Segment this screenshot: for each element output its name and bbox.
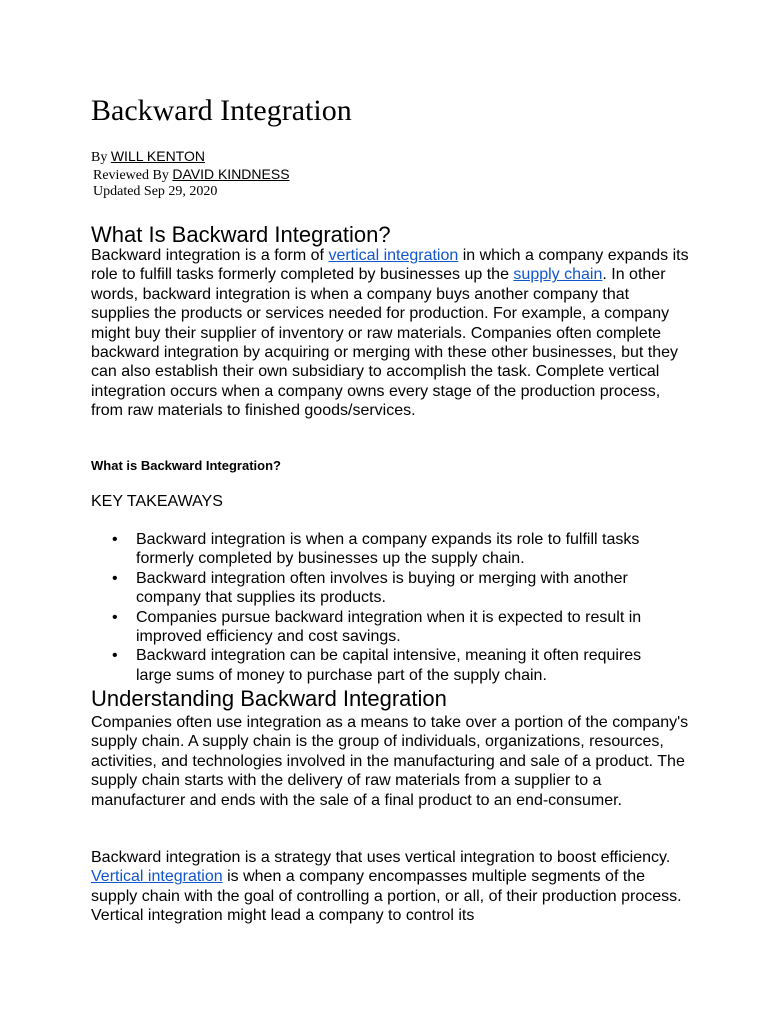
list-item: • Backward integration often involves is buying or merging with another company that supplies its products.: [91, 569, 671, 608]
intro-text-a: Backward integration is a form of: [91, 247, 329, 264]
reviewed-prefix: Reviewed By: [93, 168, 169, 183]
list-item: • Backward integration is when a company expands its role to fulfill tasks formerly completed by businesses up the supply chain.: [91, 530, 671, 569]
vertical-integration-link[interactable]: vertical integration: [328, 247, 459, 264]
list-item: • Companies pursue backward integration when it is expected to result in improved efficiency and cost savings.: [91, 608, 671, 647]
vertical-integration-link-2[interactable]: Vertical integration: [91, 868, 223, 886]
supply-chain-link[interactable]: supply chain: [513, 266, 603, 284]
by-prefix: By: [91, 150, 108, 165]
reviewer-link[interactable]: DAVID KINDNESS: [172, 166, 290, 182]
strategy-text-a: Backward integration is a strategy that uses vertical integration to boost efficiency.: [91, 849, 671, 866]
section-heading-understanding: Understanding Backward Integration: [91, 686, 447, 711]
list-item: • Backward integration can be capital intensive, meaning it often requires large sums of money to purchase part of the supply chain.: [91, 646, 671, 685]
author-link[interactable]: WILL KENTON: [110, 148, 205, 164]
key-takeaways-list: [91, 530, 671, 685]
understanding-paragraph: Companies often use integration as a means to take over a portion of the company's supply chain. A supply chain is the group of individuals, organizations, resources, activities, and technologies involved in the manufacturing and sale of a product. The supply chain starts with the delivery of raw materials from a supplier to a manufacturer and ends with the sale of a final product to an end-consumer.: [91, 714, 689, 809]
strategy-paragraph: [91, 848, 691, 926]
subheading-question: What is Backward Integration?: [91, 458, 281, 473]
author-line: [91, 147, 205, 167]
page-title: Backward Integration: [91, 94, 352, 127]
updated-date: Updated Sep 29, 2020: [93, 184, 218, 199]
intro-text-b: in which a company expands its role to fulfill tasks formerly completed by businesses up the: [91, 247, 689, 284]
strategy-text-b: is when a company encompasses multiple segments of the supply chain with the goal of controlling a portion, or all, of their production process. Vertical integration might lead a company to control its: [91, 868, 682, 925]
section-heading-what-is: What Is Backward Integration?: [91, 222, 391, 247]
intro-paragraph: [91, 246, 691, 421]
reviewer-line: [93, 165, 290, 185]
intro-text-c: . In other words, backward integration is when a company buys another company that supplies the products or services needed for production. For example, a company might buy their supplier of inventory or raw materials. Companies often complete backward integration by acquiring or merging with these other businesses, but they can also establish their own subsidiary to accomplish the task. Complete vertical integration occurs when a company owns every stage of the production process, from raw materials to finished goods/services.: [91, 266, 678, 420]
key-takeaways-label: KEY TAKEAWAYS: [91, 493, 223, 510]
